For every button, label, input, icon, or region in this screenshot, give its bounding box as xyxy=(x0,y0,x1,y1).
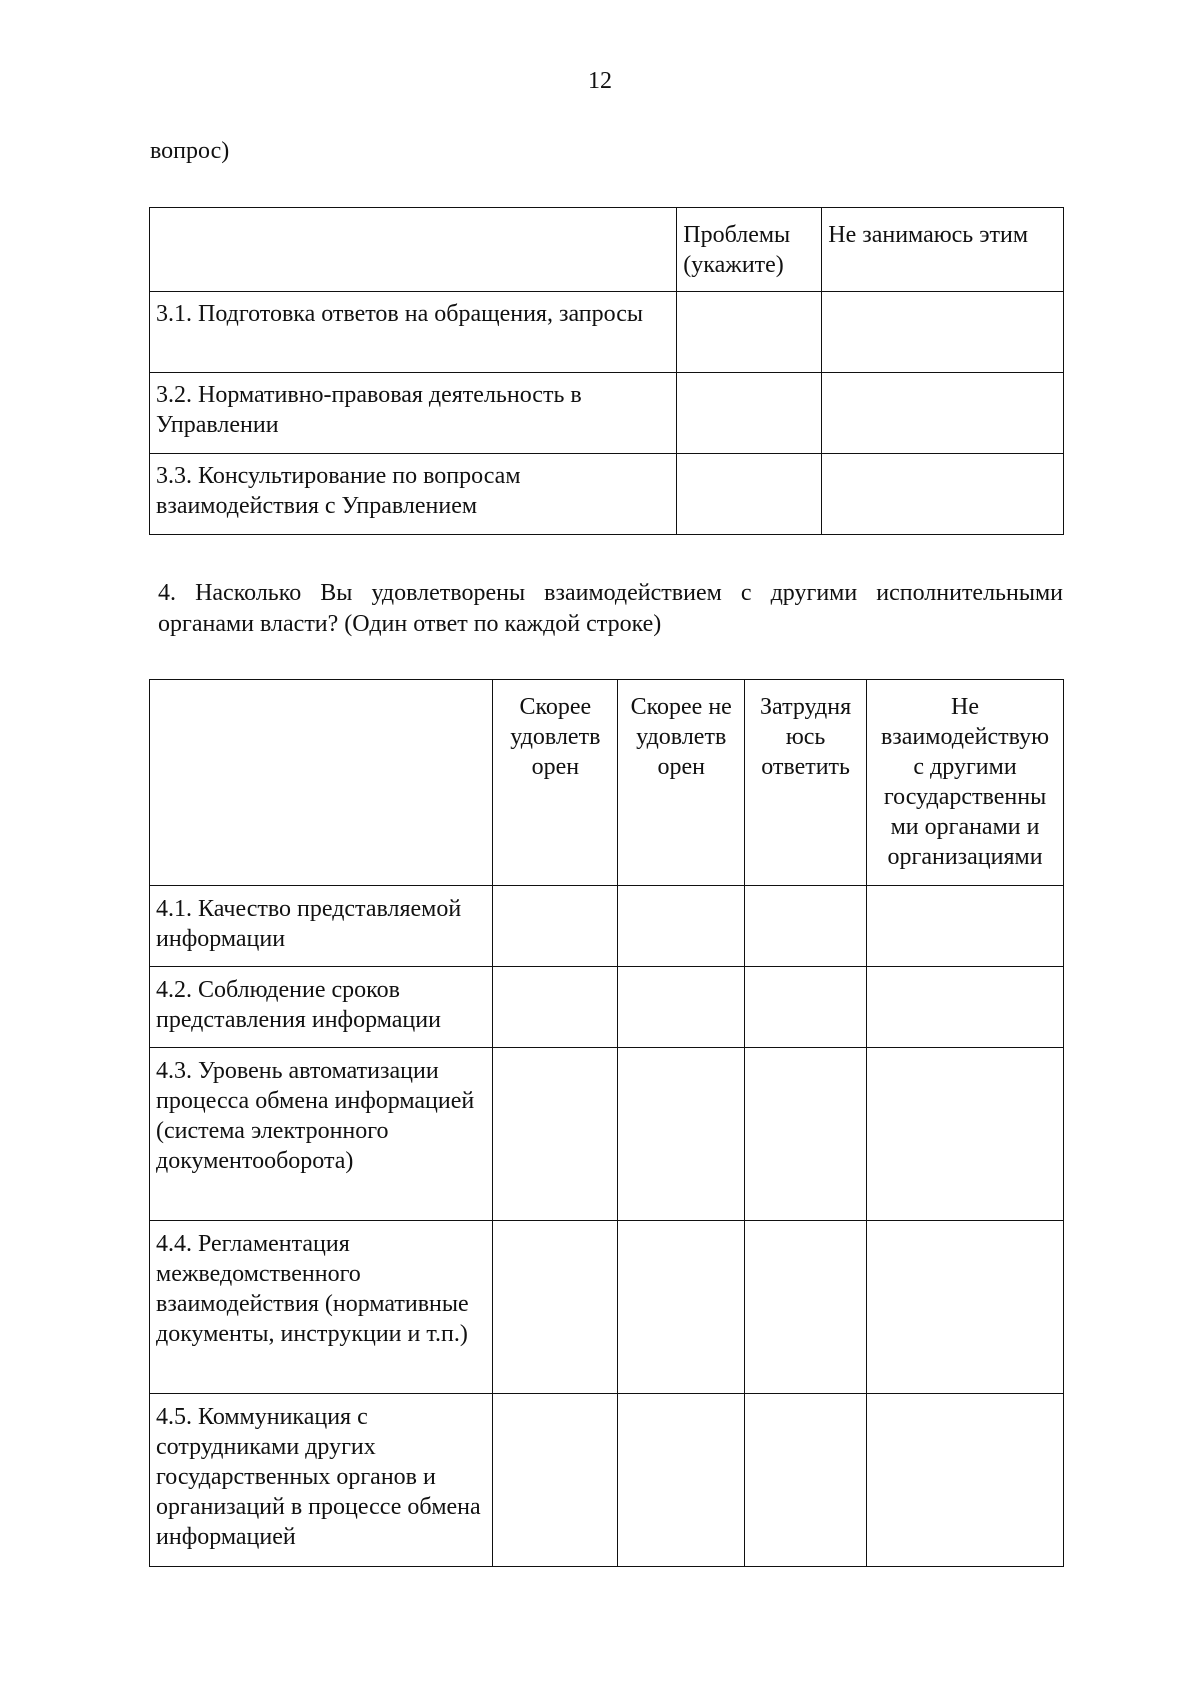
answer-cell-no-interaction[interactable] xyxy=(867,886,1064,967)
answer-cell-problems[interactable] xyxy=(677,292,822,373)
table-row xyxy=(150,1394,1064,1567)
answer-cell-satisfied[interactable] xyxy=(493,967,618,1048)
answer-cell-hard-to-say[interactable] xyxy=(745,967,867,1048)
continued-text: вопрос) xyxy=(150,138,230,164)
table-row xyxy=(150,1048,1064,1221)
satisfaction-table xyxy=(149,679,1064,1567)
answer-cell-hard-to-say[interactable] xyxy=(745,886,867,967)
header-cell-empty xyxy=(150,680,493,886)
page-number: 12 xyxy=(588,68,612,94)
answer-cell-not-involved[interactable] xyxy=(822,373,1064,454)
table-row xyxy=(150,292,1064,373)
answer-cell-no-interaction[interactable] xyxy=(867,1221,1064,1394)
row-label: 3.3. Консультирование по вопросам взаимодействия с Управлением xyxy=(150,454,677,535)
table-row xyxy=(150,967,1064,1048)
row-label: 4.5. Коммуникация с сотрудниками других государственных органов и организаций в процессе обмена информацией xyxy=(150,1394,493,1567)
table-header-row xyxy=(150,208,1064,292)
answer-cell-not-satisfied[interactable] xyxy=(618,1221,745,1394)
table-row xyxy=(150,1221,1064,1394)
row-label: 3.1. Подготовка ответов на обращения, запросы xyxy=(150,292,677,373)
answer-cell-hard-to-say[interactable] xyxy=(745,1221,867,1394)
header-cell-not-satisfied: Скорее не удовлетв орен xyxy=(618,680,745,886)
answer-cell-satisfied[interactable] xyxy=(493,886,618,967)
table-header-row xyxy=(150,680,1064,886)
row-label: 4.4. Регламентация межведомственного взаимодействия (нормативные документы, инструкции и т.п.) xyxy=(150,1221,493,1394)
answer-cell-no-interaction[interactable] xyxy=(867,967,1064,1048)
table-row xyxy=(150,373,1064,454)
answer-cell-satisfied[interactable] xyxy=(493,1048,618,1221)
row-label: 4.3. Уровень автоматизации процесса обмена информацией (система электронного документооборота) xyxy=(150,1048,493,1221)
row-label: 4.1. Качество представляемой информации xyxy=(150,886,493,967)
header-cell-problems: Проблемы (укажите) xyxy=(677,208,822,292)
answer-cell-no-interaction[interactable] xyxy=(867,1394,1064,1567)
header-cell-no-interaction: Не взаимодействую с другими государственны ми органами и организациями xyxy=(867,680,1064,886)
table-row xyxy=(150,454,1064,535)
answer-cell-not-satisfied[interactable] xyxy=(618,967,745,1048)
header-cell-empty xyxy=(150,208,677,292)
table-row xyxy=(150,886,1064,967)
row-label: 4.2. Соблюдение сроков представления информации xyxy=(150,967,493,1048)
answer-cell-problems[interactable] xyxy=(677,373,822,454)
answer-cell-problems[interactable] xyxy=(677,454,822,535)
row-label: 3.2. Нормативно-правовая деятельность в Управлении xyxy=(150,373,677,454)
problems-table xyxy=(149,207,1064,535)
header-cell-satisfied: Скорее удовлетв орен xyxy=(493,680,618,886)
answer-cell-satisfied[interactable] xyxy=(493,1394,618,1567)
answer-cell-no-interaction[interactable] xyxy=(867,1048,1064,1221)
header-cell-not-involved: Не занимаюсь этим xyxy=(822,208,1064,292)
answer-cell-not-involved[interactable] xyxy=(822,292,1064,373)
answer-cell-satisfied[interactable] xyxy=(493,1221,618,1394)
answer-cell-not-involved[interactable] xyxy=(822,454,1064,535)
answer-cell-not-satisfied[interactable] xyxy=(618,1394,745,1567)
answer-cell-hard-to-say[interactable] xyxy=(745,1048,867,1221)
answer-cell-hard-to-say[interactable] xyxy=(745,1394,867,1567)
answer-cell-not-satisfied[interactable] xyxy=(618,886,745,967)
header-cell-hard-to-say: Затрудня юсь ответить xyxy=(745,680,867,886)
answer-cell-not-satisfied[interactable] xyxy=(618,1048,745,1221)
question-4: 4. Насколько Вы удовлетворены взаимодействием с другими исполнительными органами власти? (Один ответ по каждой строке) xyxy=(158,580,1063,637)
